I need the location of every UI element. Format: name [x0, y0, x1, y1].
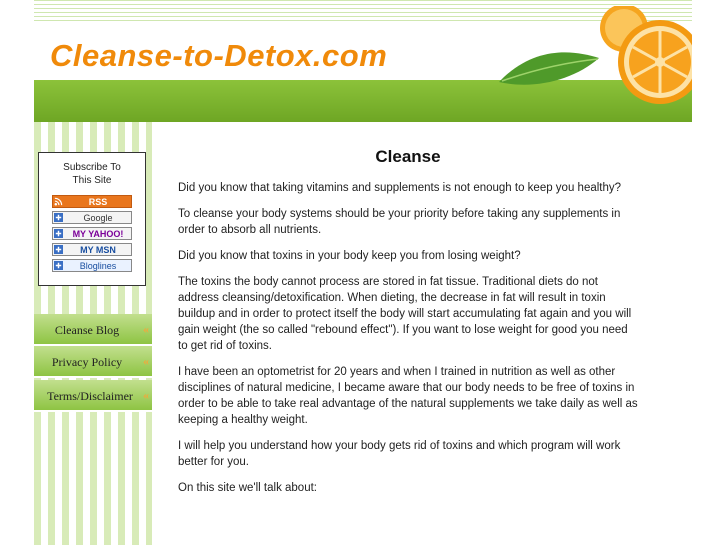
- content-paragraph: On this site we'll talk about:: [178, 482, 317, 494]
- google-subscribe-button[interactable]: [52, 211, 132, 224]
- plus-icon: [54, 261, 63, 270]
- nav-item-label: Cleanse Blog: [54, 323, 120, 337]
- nav-item-terms-disclaimer[interactable]: [34, 380, 152, 412]
- plus-icon: [54, 213, 63, 222]
- orange-slice-icon: [594, 6, 692, 106]
- content-paragraph: Did you know that toxins in your body keep you from losing weight?: [178, 250, 521, 262]
- nav-item-privacy-policy[interactable]: [34, 346, 152, 378]
- chevron-left-icon: «: [143, 322, 149, 336]
- subscribe-title: Subscribe To This Site: [63, 162, 121, 186]
- site-header: [34, 0, 692, 122]
- bloglines-subscribe-button[interactable]: [52, 259, 132, 272]
- content-paragraph: I have been an optometrist for 20 years and when I trained in nutrition as well as other disciplines of natural medicine, I became aware that our body needs to be free of toxins in order to be able to take real advantage of the natural supplements we take daily as well as keeping a healthy weight.: [178, 366, 638, 426]
- yahoo-subscribe-button[interactable]: [52, 227, 132, 240]
- chevron-left-icon: «: [143, 354, 149, 368]
- content-paragraph: To cleanse your body systems should be your priority before taking any supplements in order to absorb all nutrients.: [178, 208, 621, 236]
- bloglines-label: Bloglines: [79, 261, 117, 271]
- content-paragraph: Did you know that taking vitamins and supplements is not enough to keep you healthy?: [178, 182, 622, 194]
- rss-icon: [54, 197, 63, 206]
- content-paragraph: I will help you understand how your body gets rid of toxins and which program will work better for you.: [178, 440, 621, 468]
- google-label: Google: [83, 213, 113, 223]
- nav-item-label: Privacy Policy: [51, 355, 123, 369]
- msn-subscribe-button[interactable]: [52, 243, 132, 256]
- chevron-left-icon: «: [143, 388, 149, 402]
- plus-icon: [54, 245, 63, 254]
- rss-label: RSS: [88, 197, 108, 207]
- msn-label: MY MSN: [80, 245, 116, 255]
- rss-subscribe-button[interactable]: [52, 195, 132, 208]
- subscribe-box: [38, 152, 146, 286]
- nav-item-cleanse-blog[interactable]: [34, 314, 152, 346]
- plus-icon: [54, 229, 63, 238]
- content-paragraph: The toxins the body cannot process are stored in fat tissue. Traditional diets do not address cleansing/detoxification. When dieting, the decrease in fat will result in toxin buildup and in order to protect itself the body will start accumulating fat again and you will gain weight (the so called "rebound effect"). If you want to lose weight for good you need to get rid of toxins.: [178, 276, 632, 352]
- leaf-icon: [494, 50, 604, 90]
- nav-item-label: Terms/Disclaimer: [47, 389, 133, 403]
- site-logo[interactable]: Cleanse-to-Detox.com: [50, 38, 388, 73]
- yahoo-label: MY YAHOO!: [72, 229, 124, 239]
- main-content: [178, 146, 638, 506]
- page-title: Cleanse: [375, 147, 441, 166]
